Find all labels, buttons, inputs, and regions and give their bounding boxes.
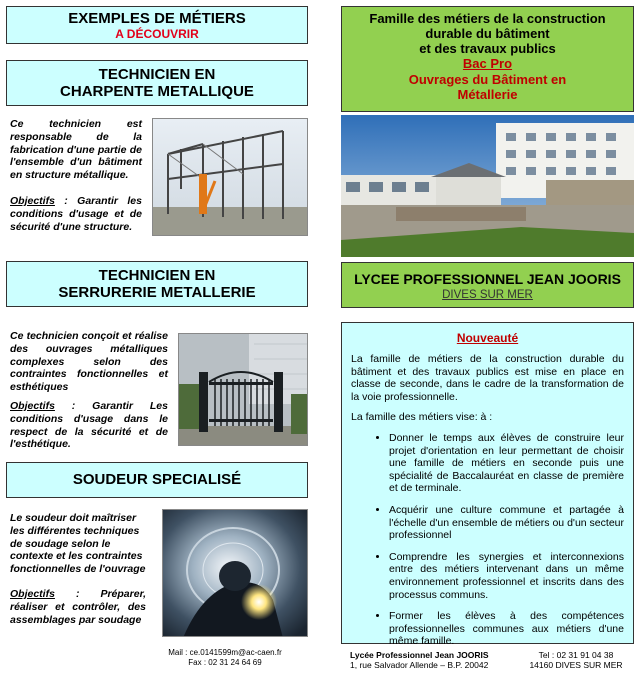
- job1-description: [10, 118, 142, 233]
- job2-desc-text: Ce technicien conçoit et réalise des ouvrages métalliques complexes selon des contraintes fonctionnelles et esthétiques: [10, 330, 168, 394]
- job3-desc-text: Le soudeur doit maîtriser les différentes techniques de soudage selon le contexte et les contraintes fonctionnelles de l'ouvrage: [10, 512, 146, 576]
- intro-paragraph: La famille de métiers de la construction durable du bâtiment et des travaux publics est mise en place en classe de seconde, dans le cadre de la transformation de la voie professionnelle.: [351, 353, 624, 403]
- left-footer: [140, 648, 310, 668]
- job1-title-line1: TECHNICIEN EN: [98, 66, 216, 83]
- aims-intro: La famille des métiers vise: à :: [351, 411, 493, 424]
- footer-city: 14160 DIVES SUR MER: [529, 660, 623, 670]
- job2-description: [10, 330, 168, 451]
- nouveaute-title: Nouveauté: [456, 331, 519, 345]
- job2-header: [6, 261, 308, 307]
- footer-address: 1, rue Salvador Allende – B.P. 20042: [350, 660, 489, 670]
- job1-desc-text: Ce technicien est responsable de la fabrication d'une partie de l'ensemble d'un bâtiment en structure métallique.: [10, 118, 142, 182]
- school-name: LYCEE PROFESSIONNEL JEAN JOORIS: [354, 271, 621, 287]
- job2-title-line1: TECHNICIEN EN: [98, 267, 216, 284]
- job3-objectives: [10, 588, 146, 626]
- job1-objectives: [10, 195, 142, 233]
- school-header: [341, 262, 634, 308]
- job3-description: [10, 512, 146, 626]
- aim-item: • Acquérir une culture commune et partagée à l'échelle d'un ensemble de métiers ou d'un secteur professionnel: [389, 504, 624, 542]
- footer-fax: Fax : 02 31 24 64 69: [188, 658, 262, 667]
- school-building-image: [341, 115, 634, 257]
- job3-header: [6, 462, 308, 498]
- examples-title: EXEMPLES DE MÉTIERS: [68, 10, 246, 27]
- job1-title-line2: CHARPENTE METALLIQUE: [60, 83, 254, 100]
- family-line1: Famille des métiers de la construction: [369, 11, 606, 26]
- job3-obj-text: : Préparer, réaliser et contrôler, des assemblages par soudage: [10, 587, 146, 626]
- ouvrages-line1: Ouvrages du Bâtiment en: [408, 72, 567, 87]
- job2-objectives: [10, 400, 168, 451]
- footer-mail: Mail : ce.0141599m@ac-caen.fr: [168, 648, 282, 657]
- right-footer-left: [350, 650, 510, 670]
- job2-obj-text: : Garantir Les conditions d'usage dans le respect de la sécurité et de l'esthétique.: [10, 399, 168, 451]
- family-line2: durable du bâtiment: [425, 26, 550, 41]
- examples-header: [6, 6, 308, 44]
- examples-subtitle: A DÉCOUVRIR: [115, 27, 199, 41]
- job2-title-line2: SERRURERIE METALLERIE: [58, 284, 256, 301]
- family-header: [341, 6, 634, 112]
- bac-pro: Bac Pro: [462, 56, 513, 71]
- school-city: DIVES SUR MER: [442, 289, 533, 301]
- right-footer-right: [520, 650, 632, 670]
- job1-obj-label: Objectifs: [10, 194, 55, 207]
- job1-header: [6, 60, 308, 106]
- job1-obj-text: : Garantir les conditions d'usage et de sécurité d'une structure.: [10, 194, 142, 233]
- job3-title: SOUDEUR SPECIALISÉ: [72, 471, 242, 488]
- aim-item: • Donner le temps aux élèves de construire leur projet d'orientation en leur permettant de choisir une famille de métiers en seconde puis une spécialité de Baccalauréat en classe de première et de terminale.: [389, 432, 624, 495]
- family-line3: et des travaux publics: [419, 41, 556, 56]
- aim-item: • Former les élèves à des compétences professionnelles communes aux métiers d'une même famille.: [389, 610, 624, 648]
- steel-frame-image: [152, 118, 308, 236]
- aims-list: [351, 432, 624, 648]
- ouvrages-line2: Métallerie: [457, 87, 518, 102]
- job3-obj-label: Objectifs: [10, 587, 55, 600]
- iron-gate-image: [178, 333, 308, 446]
- job2-obj-label: Objectifs: [10, 399, 55, 412]
- footer-tel: Tel : 02 31 91 04 38: [538, 650, 614, 660]
- welder-image: [162, 509, 308, 637]
- nouveaute-panel: [341, 322, 634, 648]
- aim-item: • Comprendre les synergies et interconnexions entre des métiers intervenant dans un même environnement professionnel et inscrits dans des processus communs.: [389, 551, 624, 601]
- footer-school-name: Lycée Professionnel Jean JOORIS: [350, 650, 489, 660]
